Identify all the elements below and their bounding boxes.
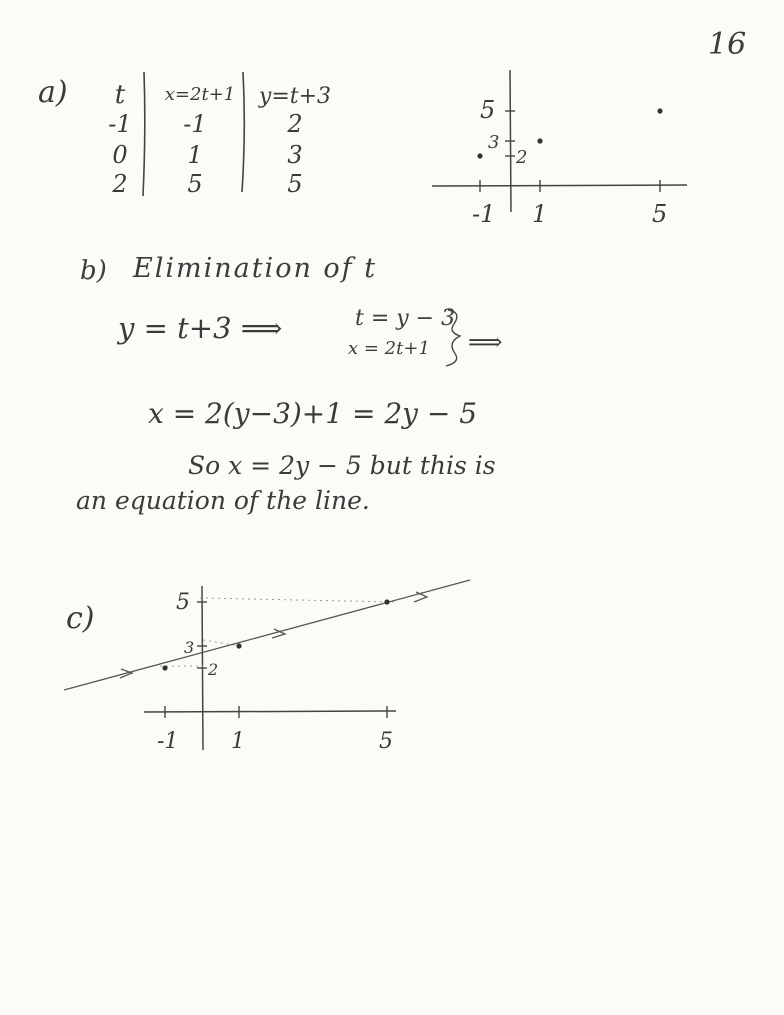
y-tick-label: 3 [488, 132, 500, 153]
x-tick-label: 1 [532, 200, 548, 228]
guide-line [200, 598, 396, 602]
page-number: 16 [708, 27, 747, 62]
table-cell: -1 [108, 110, 132, 138]
y-tick-label: 5 [480, 96, 496, 124]
equation-t-y: t = y − 3 [355, 306, 456, 331]
table-cell: 1 [187, 141, 203, 169]
part-c-line-plot [0, 560, 784, 780]
equation-y-t: y = t+3 ⟹ [118, 311, 283, 345]
table-cell: 5 [187, 170, 203, 198]
data-point [477, 153, 482, 158]
table-header-y: y=t+3 [258, 84, 332, 109]
data-point [384, 599, 389, 604]
x-tick-label: 5 [652, 200, 668, 228]
data-point [236, 643, 241, 648]
part-a-scatter-plot [0, 0, 784, 260]
table-header-t: t [114, 80, 126, 110]
x-axis [432, 185, 687, 186]
conclusion-line-2: an equation of the line. [76, 486, 370, 515]
equation-substitution: x = 2(y−3)+1 = 2y − 5 [148, 397, 478, 430]
x-tick-label: -1 [157, 729, 179, 754]
guide-line [203, 640, 240, 646]
implies-symbol: ⟹ [468, 328, 503, 356]
part-b-label: b) [80, 256, 107, 286]
x-tick-label: 5 [379, 729, 393, 754]
table-cell: 5 [287, 170, 303, 198]
direction-arrow-icon [414, 592, 427, 602]
table-cell: 2 [287, 110, 303, 138]
y-tick-label: 5 [176, 590, 190, 615]
y-tick-label: 2 [516, 147, 528, 168]
table-cell: 2 [112, 170, 128, 198]
part-a-label: a) [38, 75, 68, 110]
part-b-heading: Elimination of t [133, 253, 378, 284]
part-c-label: c) [66, 601, 95, 636]
x-axis [144, 711, 396, 712]
y-tick-label: 3 [184, 638, 195, 657]
table-cell: -1 [183, 110, 207, 138]
y-tick-label: 2 [208, 660, 219, 679]
data-point [657, 108, 662, 113]
table-cell: 0 [112, 141, 128, 169]
table-cell: 3 [287, 141, 303, 169]
data-point [162, 665, 167, 670]
parametric-line [64, 580, 470, 690]
equation-x-t: x = 2t+1 [348, 338, 430, 359]
table-header-x: x=2t+1 [164, 84, 236, 105]
x-tick-label: 1 [231, 729, 245, 754]
x-tick-label: -1 [472, 200, 496, 228]
conclusion-line-1: So x = 2y − 5 but this is [188, 451, 496, 480]
data-point [537, 138, 542, 143]
